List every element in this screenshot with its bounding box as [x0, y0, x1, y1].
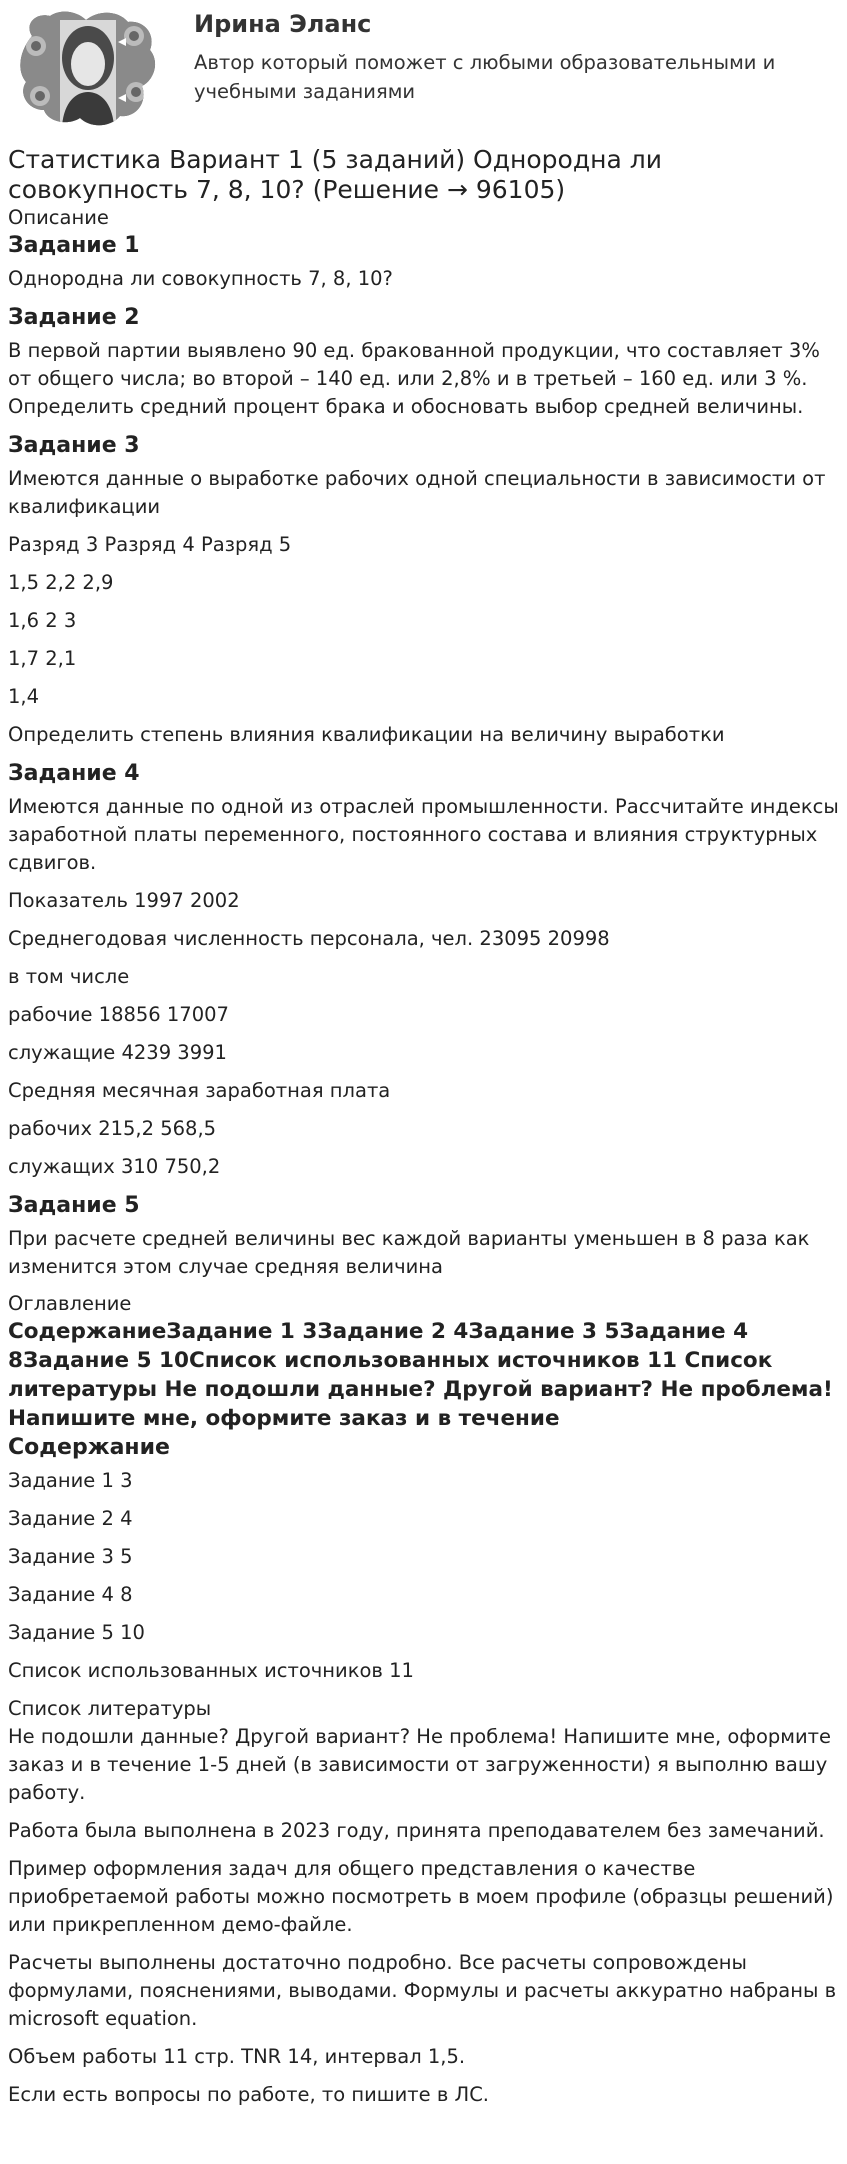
task-4-line: рабочих 215,2 568,5	[8, 1117, 217, 1140]
task-4-line: Средняя месячная заработная плата	[8, 1079, 391, 1102]
task-4-line: Показатель 1997 2002	[8, 889, 240, 912]
task-3-line: 1,5 2,2 2,9	[8, 571, 114, 594]
footer-note: Если есть вопросы по работе, то пишите в ЛС.	[8, 2083, 490, 2106]
author-name[interactable]: Ирина Эланс	[194, 10, 372, 38]
task-3-line: 1,7 2,1	[8, 647, 77, 670]
task-4-line: в том числе	[8, 965, 130, 988]
toc-item: Задание 1 3	[8, 1469, 133, 1492]
author-avatar[interactable]	[14, 6, 160, 130]
task-3-line: Определить степень влияния квалификации на величину выработки	[8, 723, 725, 746]
task-1-text: Однородна ли совокупность 7, 8, 10?	[8, 267, 393, 290]
task-3-line: Имеются данные о выработке рабочих одной специальности в зависимости от квалификации	[8, 467, 826, 518]
toc-item: Задание 2 4	[8, 1507, 133, 1530]
task-1-heading: Задание 1	[8, 233, 140, 258]
task-3-line: 1,4	[8, 685, 40, 708]
author-description: Автор который поможет с любыми образовательными и учебными заданиями	[194, 51, 776, 103]
toc-bold-text: СодержаниеЗадание 1 3Задание 2 4Задание 3 5Задание 4 8Задание 5 10Список использованных источников 11 Список литературы Не подошли данные? Другой вариант? Не проблема! Напишите мне, оформите заказ и в течение	[8, 1319, 833, 1431]
toc-item: Список использованных источников 11	[8, 1659, 414, 1682]
toc-item: Задание 3 5	[8, 1545, 133, 1568]
task-4-line: рабочие 18856 17007	[8, 1003, 229, 1026]
footer-note: Не подошли данные? Другой вариант? Не проблема! Напишите мне, оформите заказ и в течение 1-5 дней (в зависимости от загруженности) я выполню вашу работу.	[8, 1725, 831, 1804]
toc-label: Оглавление	[8, 1292, 132, 1315]
task-3-heading: Задание 3	[8, 433, 140, 458]
description-label: Описание	[8, 206, 109, 229]
task-4-line: служащие 4239 3991	[8, 1041, 227, 1064]
footer-note: Объем работы 11 стр. TNR 14, интервал 1,5.	[8, 2045, 466, 2068]
task-3-line: 1,6 2 3	[8, 609, 77, 632]
author-card	[8, 0, 839, 140]
task-2-text: В первой партии выявлено 90 ед. бракованной продукции, что составляет 3% от общего числа; во второй – 140 ед. или 2,8% и в третьей – 160 ед. или 3 %. Определить средний процент брака и обосновать выбор средней величины.	[8, 339, 820, 418]
task-4-line: Имеются данные по одной из отраслей промышленности. Рассчитайте индексы заработной платы переменного, постоянного состава и влияния структурных сдвигов.	[8, 795, 839, 874]
contents-heading: Содержание	[8, 1435, 170, 1460]
task-3-line: Разряд 3 Разряд 4 Разряд 5	[8, 533, 292, 556]
task-5-text: При расчете средней величины вес каждой варианты уменьшен в 8 раза как изменится этом случае средняя величина	[8, 1227, 810, 1278]
page-title: Статистика Вариант 1 (5 заданий) Однородна ли совокупность 7, 8, 10? (Решение → 96105)	[8, 145, 662, 204]
footer-note: Работа была выполнена в 2023 году, принята преподавателем без замечаний.	[8, 1819, 825, 1842]
task-4-heading: Задание 4	[8, 761, 140, 786]
footer-note: Пример оформления задач для общего представления о качестве приобретаемой работы можно посмотреть в моем профиле (образцы решений) или прикрепленном демо-файле.	[8, 1857, 834, 1936]
toc-item: Задание 4 8	[8, 1583, 133, 1606]
task-4-line: служащих 310 750,2	[8, 1155, 221, 1178]
toc-item: Задание 5 10	[8, 1621, 145, 1644]
footer-note: Расчеты выполнены достаточно подробно. Все расчеты сопровождены формулами, пояснениями, выводами. Формулы и расчеты аккуратно набраны в microsoft equation.	[8, 1951, 837, 2030]
task-5-heading: Задание 5	[8, 1193, 140, 1218]
literature-label: Список литературы	[8, 1697, 212, 1720]
task-2-heading: Задание 2	[8, 305, 140, 330]
task-4-line: Среднегодовая численность персонала, чел. 23095 20998	[8, 927, 610, 950]
